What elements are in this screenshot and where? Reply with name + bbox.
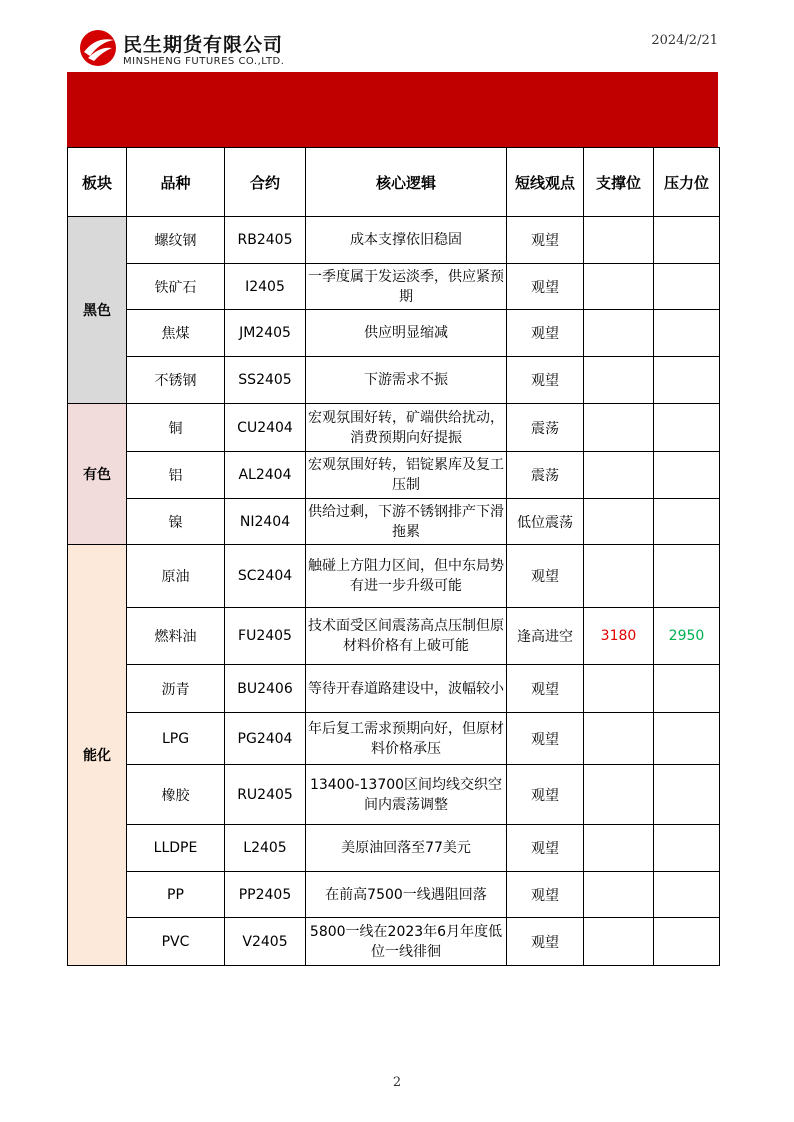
col-header-logic: 核心逻辑	[306, 148, 507, 217]
support-cell	[584, 765, 654, 825]
table-row	[68, 765, 720, 825]
col-header-resistance: 压力位	[654, 148, 720, 217]
view-cell: 逢高进空	[507, 608, 584, 665]
contract-cell: AL2404	[225, 452, 306, 499]
support-cell	[584, 310, 654, 357]
resistance-cell	[654, 825, 720, 872]
contract-cell: PG2404	[225, 713, 306, 765]
sector-cell: 有色	[68, 404, 127, 545]
table-row	[68, 310, 720, 357]
view-cell: 观望	[507, 264, 584, 310]
variety-cell: 原油	[127, 545, 225, 608]
contract-cell: SC2404	[225, 545, 306, 608]
support-cell	[584, 357, 654, 404]
logic-cell: 在前高7500一线遇阻回落	[306, 872, 507, 918]
variety-cell: 橡胶	[127, 765, 225, 825]
report-date: 2024/2/21	[651, 33, 718, 48]
resistance-cell	[654, 357, 720, 404]
logic-cell: 供给过剩，下游不锈钢排产下滑拖累	[306, 499, 507, 545]
company-logo	[78, 28, 318, 74]
view-cell: 观望	[507, 825, 584, 872]
resistance-cell	[654, 872, 720, 918]
resistance-cell	[654, 499, 720, 545]
logic-cell: 宏观氛围好转，铝锭累库及复工压制	[306, 452, 507, 499]
logic-cell: 年后复工需求预期向好，但原材料价格承压	[306, 713, 507, 765]
contract-cell: RB2405	[225, 217, 306, 264]
table-row	[68, 872, 720, 918]
view-cell: 观望	[507, 713, 584, 765]
view-cell: 低位震荡	[507, 499, 584, 545]
contract-cell: FU2405	[225, 608, 306, 665]
support-cell	[584, 404, 654, 452]
support-cell	[584, 452, 654, 499]
variety-cell: LLDPE	[127, 825, 225, 872]
view-cell: 观望	[507, 918, 584, 966]
table-row	[68, 713, 720, 765]
variety-cell: 镍	[127, 499, 225, 545]
variety-cell: 燃料油	[127, 608, 225, 665]
view-cell: 震荡	[507, 404, 584, 452]
support-cell	[584, 545, 654, 608]
variety-cell: 沥青	[127, 665, 225, 713]
resistance-cell	[654, 665, 720, 713]
table-row	[68, 665, 720, 713]
resistance-cell	[654, 452, 720, 499]
col-header-support: 支撑位	[584, 148, 654, 217]
resistance-cell	[654, 217, 720, 264]
variety-cell: 焦煤	[127, 310, 225, 357]
resistance-cell	[654, 264, 720, 310]
contract-cell: NI2404	[225, 499, 306, 545]
support-cell	[584, 264, 654, 310]
col-header-view: 短线观点	[507, 148, 584, 217]
table-row	[68, 217, 720, 264]
view-cell: 震荡	[507, 452, 584, 499]
logic-cell: 触碰上方阻力区间，但中东局势有进一步升级可能	[306, 545, 507, 608]
variety-cell: 铁矿石	[127, 264, 225, 310]
contract-cell: I2405	[225, 264, 306, 310]
variety-cell: 不锈钢	[127, 357, 225, 404]
contract-cell: PP2405	[225, 872, 306, 918]
view-cell: 观望	[507, 357, 584, 404]
sector-cell: 黑色	[68, 217, 127, 404]
contract-cell: JM2405	[225, 310, 306, 357]
table-row	[68, 264, 720, 310]
contract-cell: CU2404	[225, 404, 306, 452]
support-cell	[584, 918, 654, 966]
title-banner	[67, 72, 718, 147]
variety-cell: 铝	[127, 452, 225, 499]
logic-cell: 13400-13700区间均线交织空间内震荡调整	[306, 765, 507, 825]
variety-cell: PVC	[127, 918, 225, 966]
support-cell	[584, 872, 654, 918]
company-name-cn: 民生期货有限公司	[123, 34, 284, 56]
col-header-variety: 品种	[127, 148, 225, 217]
variety-cell: PP	[127, 872, 225, 918]
support-cell	[584, 499, 654, 545]
contract-cell: BU2406	[225, 665, 306, 713]
logic-cell: 供应明显缩减	[306, 310, 507, 357]
variety-cell: LPG	[127, 713, 225, 765]
logic-cell: 技术面受区间震荡高点压制但原材料价格有上破可能	[306, 608, 507, 665]
support-cell	[584, 713, 654, 765]
view-cell: 观望	[507, 545, 584, 608]
support-cell: 3180	[584, 608, 654, 665]
logic-cell: 5800一线在2023年6月年度低位一线徘徊	[306, 918, 507, 966]
logic-cell: 美原油回落至77美元	[306, 825, 507, 872]
view-cell: 观望	[507, 665, 584, 713]
resistance-cell	[654, 765, 720, 825]
contract-cell: V2405	[225, 918, 306, 966]
resistance-cell	[654, 310, 720, 357]
contract-cell: SS2405	[225, 357, 306, 404]
variety-cell: 螺纹钢	[127, 217, 225, 264]
page-number: 2	[392, 1075, 402, 1090]
logic-cell: 一季度属于发运淡季，供应紧预期	[306, 264, 507, 310]
table-row	[68, 918, 720, 966]
logic-cell: 等待开春道路建设中，波幅较小	[306, 665, 507, 713]
strategy-table	[67, 147, 720, 966]
support-cell	[584, 665, 654, 713]
minsheng-logo-icon	[78, 28, 118, 68]
support-cell	[584, 217, 654, 264]
resistance-cell	[654, 918, 720, 966]
view-cell: 观望	[507, 765, 584, 825]
resistance-cell	[654, 404, 720, 452]
table-row	[68, 404, 720, 452]
contract-cell: L2405	[225, 825, 306, 872]
contract-cell: RU2405	[225, 765, 306, 825]
support-cell	[584, 825, 654, 872]
view-cell: 观望	[507, 310, 584, 357]
table-row	[68, 452, 720, 499]
col-header-contract: 合约	[225, 148, 306, 217]
sector-cell: 能化	[68, 545, 127, 966]
resistance-cell: 2950	[654, 608, 720, 665]
logic-cell: 下游需求不振	[306, 357, 507, 404]
table-row	[68, 608, 720, 665]
table-row	[68, 357, 720, 404]
resistance-cell	[654, 713, 720, 765]
col-header-sector: 板块	[68, 148, 127, 217]
variety-cell: 铜	[127, 404, 225, 452]
view-cell: 观望	[507, 872, 584, 918]
logic-cell: 成本支撑依旧稳固	[306, 217, 507, 264]
view-cell: 观望	[507, 217, 584, 264]
table-row	[68, 499, 720, 545]
table-row	[68, 545, 720, 608]
company-name-en: MINSHENG FUTURES CO.,LTD.	[123, 56, 285, 67]
logic-cell: 宏观氛围好转，矿端供给扰动，消费预期向好提振	[306, 404, 507, 452]
table-row	[68, 825, 720, 872]
table-header-row	[68, 148, 720, 217]
resistance-cell	[654, 545, 720, 608]
